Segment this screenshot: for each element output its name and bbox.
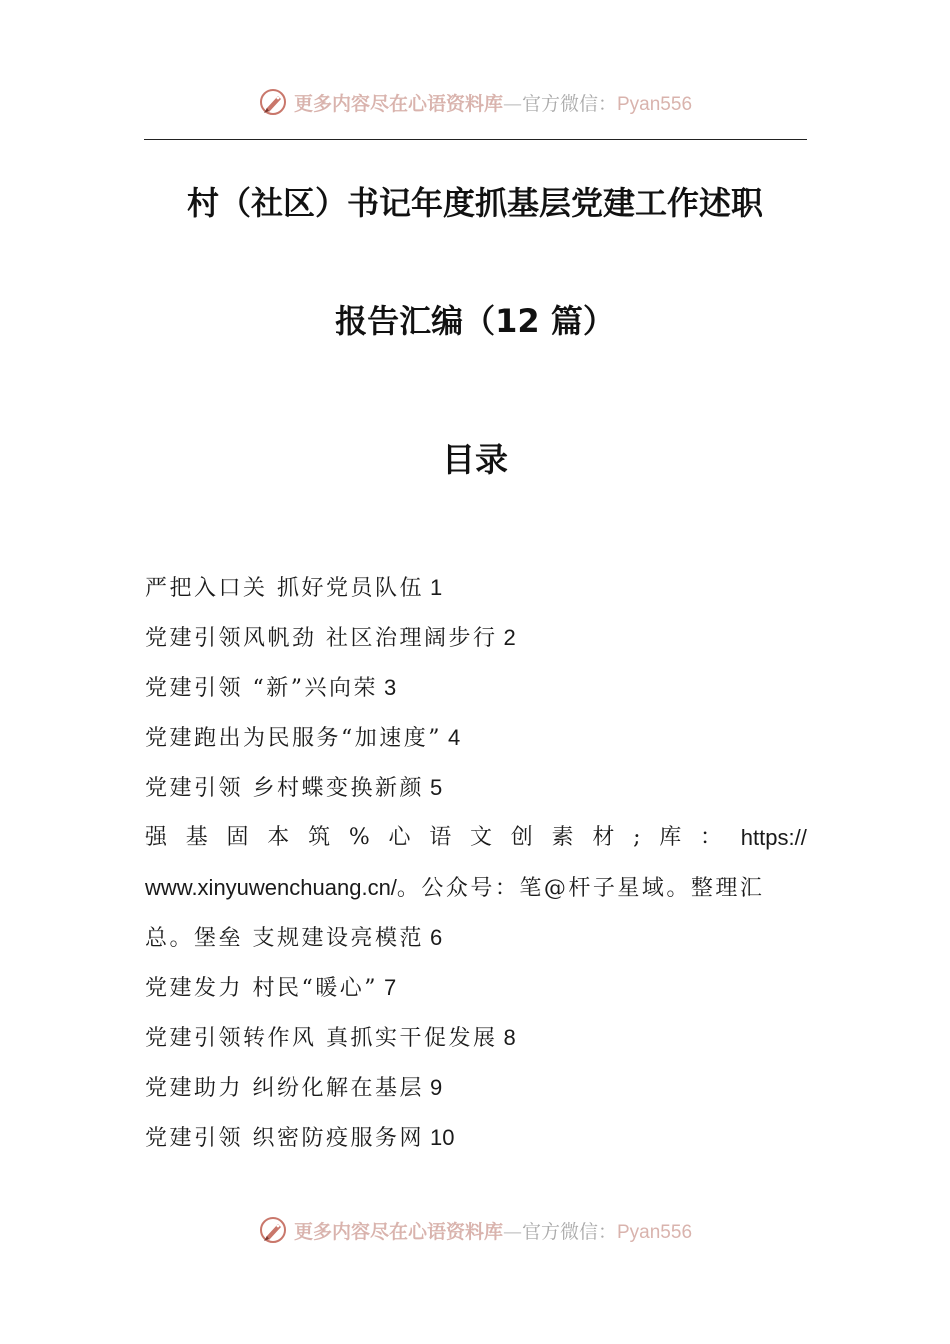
watermark-official-label: 官方微信： — [521, 1220, 617, 1243]
toc-heading: 目录 — [442, 440, 508, 479]
watermark-wechat-id: Pyan556 — [617, 93, 693, 115]
watermark-text — [294, 1217, 692, 1244]
inserted-char: 文 — [470, 825, 493, 850]
inserted-char: 固 — [226, 825, 249, 850]
inserted-char: 库 — [659, 825, 682, 850]
header-divider — [144, 139, 807, 140]
toc-item-page: 5 — [430, 775, 443, 800]
inserted-char: 强 — [145, 825, 168, 850]
inserted-char: % — [348, 825, 370, 850]
toc-item-page: 7 — [384, 975, 397, 1000]
toc-item-title: 党建引领风帆劲 社区治理阔步行 — [145, 626, 498, 651]
inserted-char: 素 — [551, 825, 574, 850]
pen-nib-logo-icon — [258, 1215, 288, 1245]
toc-item-title: 党建助力 纠纷化解在基层 — [145, 1076, 424, 1101]
toc-item-page: 1 — [430, 575, 443, 600]
toc-item-title: 党建引领 乡村蝶变换新颜 — [145, 776, 424, 801]
watermark-dash: — — [502, 1220, 522, 1243]
toc-item-title: 总。堡垒 支规建设亮模范 — [145, 926, 424, 951]
toc-item — [145, 668, 807, 718]
watermark-text — [294, 89, 692, 116]
toc-item-page: 3 — [384, 675, 397, 700]
inserted-char: 本 — [267, 825, 290, 850]
toc-item-page: 8 — [503, 1025, 516, 1050]
toc-item-title: 党建引领 织密防疫服务网 — [145, 1126, 424, 1151]
toc-item-title: 党建引领 “新”兴向荣 — [145, 676, 378, 701]
toc-item-title: 党建发力 村民“暖心” — [145, 976, 378, 1001]
inserted-text: 。公众号：笔@杆子星域。整理汇 — [396, 876, 765, 901]
inserted-url: www.xinyuwenchuang.cn/ — [145, 875, 397, 900]
toc-item — [145, 1068, 807, 1118]
inserted-char: 语 — [429, 825, 452, 850]
inserted-char: 心 — [388, 825, 411, 850]
pen-nib-logo-icon — [258, 87, 288, 117]
header-watermark-banner — [0, 82, 950, 122]
toc-item — [145, 1018, 807, 1068]
toc-item-page: 10 — [430, 1125, 455, 1150]
inserted-char: 创 — [510, 825, 533, 850]
inserted-char: 筑 — [308, 825, 331, 850]
inserted-text-line — [145, 818, 807, 868]
toc-item-title: 党建引领转作风 真抓实干促发展 — [145, 1026, 498, 1051]
inserted-char: ; — [633, 825, 641, 850]
footer-watermark-banner — [0, 1210, 950, 1250]
toc-item — [145, 718, 807, 768]
inserted-char: ： — [700, 825, 723, 850]
toc-item-page: 4 — [448, 725, 461, 750]
watermark-main: 更多内容尽在心语资料库 — [293, 92, 503, 115]
watermark-main: 更多内容尽在心语资料库 — [293, 1220, 503, 1243]
toc-item-page: 9 — [430, 1075, 443, 1100]
table-of-contents — [145, 568, 807, 1168]
toc-item — [145, 1118, 807, 1168]
inserted-char: 材 — [592, 825, 615, 850]
toc-item-title: 严把入口关 抓好党员队伍 — [145, 576, 424, 601]
inserted-url-start: https:// — [740, 825, 807, 850]
toc-item-page: 2 — [503, 625, 516, 650]
toc-item-page: 6 — [430, 925, 443, 950]
watermark-official-label: 官方微信： — [521, 92, 617, 115]
toc-item — [145, 918, 807, 968]
toc-item — [145, 568, 807, 618]
inserted-text-line — [145, 868, 807, 918]
document-title-line1: 村（社区）书记年度抓基层党建工作述职 — [186, 184, 763, 222]
toc-item — [145, 618, 807, 668]
toc-item — [145, 768, 807, 818]
toc-item — [145, 968, 807, 1018]
document-title-line2: 报告汇编（12 篇） — [335, 302, 615, 340]
toc-item-title: 党建跑出为民服务“加速度” — [145, 726, 442, 751]
watermark-dash: — — [502, 92, 522, 115]
inserted-char: 基 — [185, 825, 208, 850]
watermark-wechat-id: Pyan556 — [617, 1221, 693, 1243]
